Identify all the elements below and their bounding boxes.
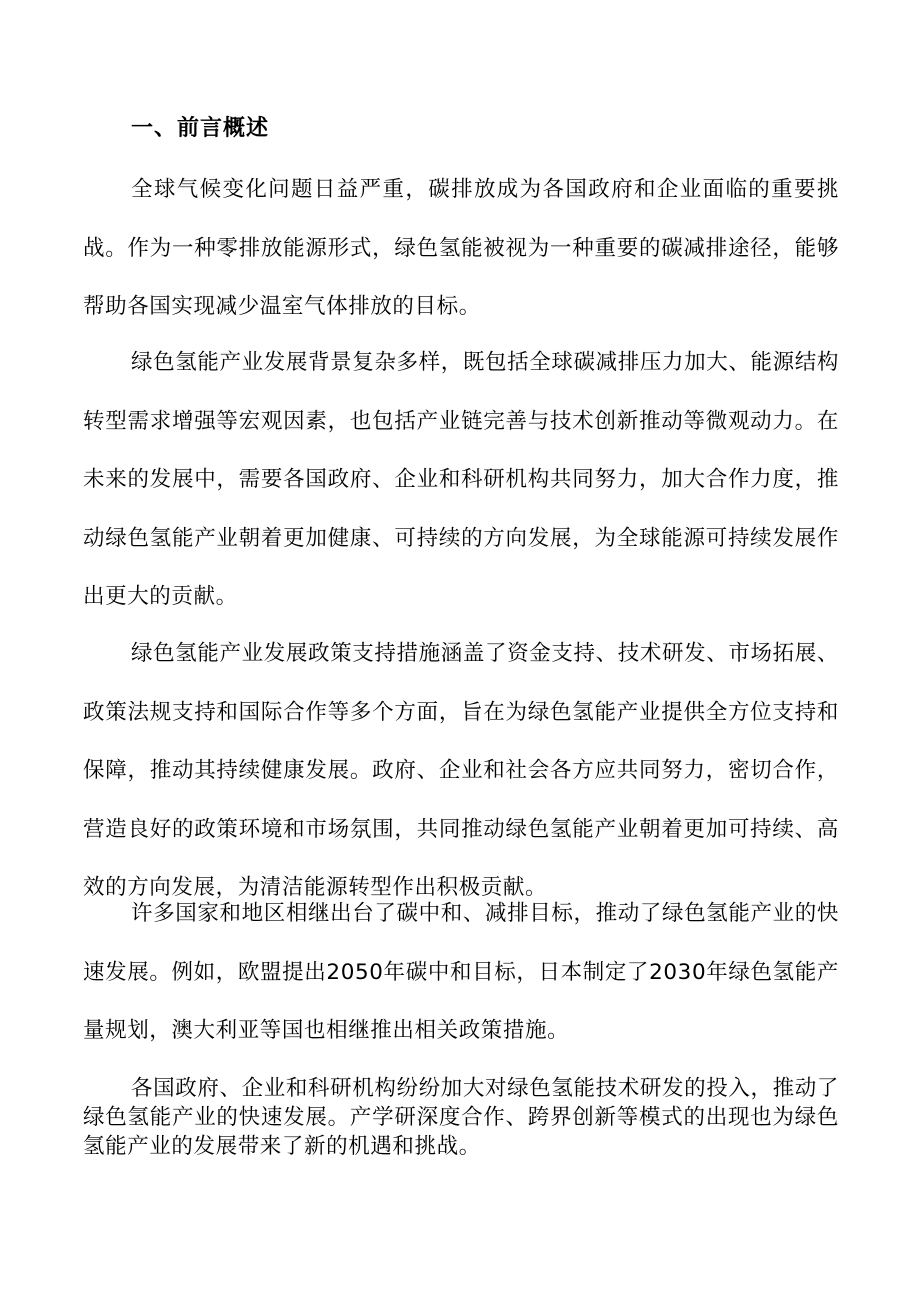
section-heading: 一、前言概述 [131,116,270,141]
paragraph-industry-background: 绿色氢能产业发展背景复杂多样，既包括全球碳减排压力加大、能源结构转型需求增强等宏观因素，也包括产业链完善与技术创新推动等微观动力。在未来的发展中，需要各国政府、企业和科研机构共同努力，加大合作力度，推动绿色氢能产业朝着更加健康、可持续的方向发展，为全球能源可持续发展作出更大的贡献。 [83,350,839,609]
paragraph-national-targets: 许多国家和地区相继出台了碳中和、减排目标，推动了绿色氢能产业的快速发展。例如，欧盟提出2050年碳中和目标，日本制定了2030年绿色氢能产量规划，澳大利亚等国也相继推出相关政策措施。 [83,901,839,1043]
paragraph-policy-support: 绿色氢能产业发展政策支持措施涵盖了资金支持、技术研发、市场拓展、政策法规支持和国际合作等多个方面，旨在为绿色氢能产业提供全方位支持和保障，推动其持续健康发展。政府、企业和社会各方应共同努力，密切合作，营造良好的政策环境和市场氛围，共同推动绿色氢能产业朝着更加可持续、高效的方向发展，为清洁能源转型作出积极贡献。 [83,641,839,900]
paragraph-rd-investment: 各国政府、企业和科研机构纷纷加大对绿色氢能技术研发的投入，推动了绿色氢能产业的快速发展。产学研深度合作、跨界创新等模式的出现也为绿色氢能产业的发展带来了新的机遇和挑战。 [83,1076,839,1159]
paragraph-climate-change: 全球气候变化问题日益严重，碳排放成为各国政府和企业面临的重要挑战。作为一种零排放能源形式，绿色氢能被视为一种重要的碳减排途径，能够帮助各国实现减少温室气体排放的目标。 [83,177,839,319]
